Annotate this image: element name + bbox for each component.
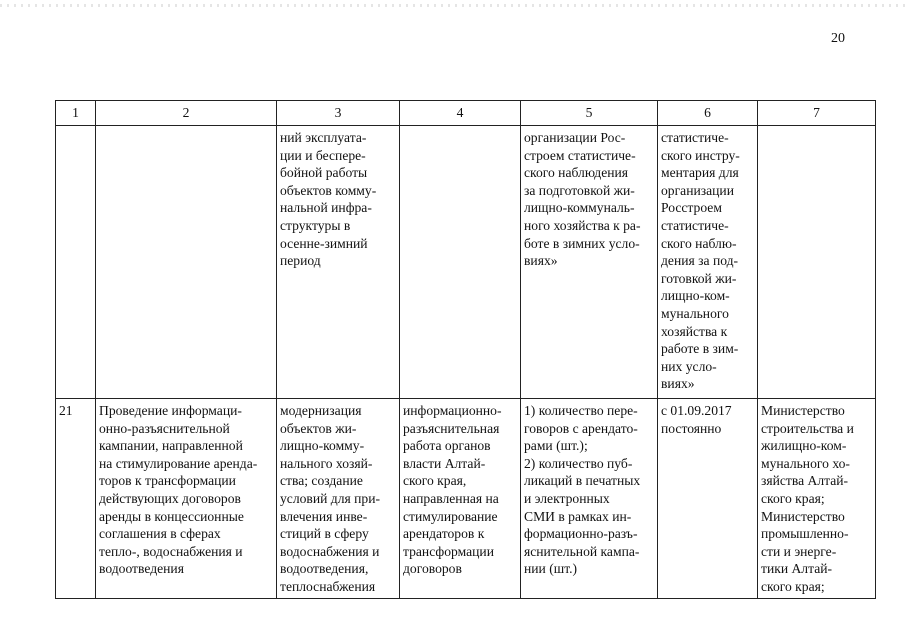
header-row [56, 101, 876, 126]
cell-executor [758, 126, 876, 399]
scan-artifact-line [0, 4, 905, 7]
page-number: 20 [831, 31, 845, 46]
column-header-6: 6 [658, 101, 758, 126]
column-header-4: 4 [400, 101, 521, 126]
column-header-5: 5 [521, 101, 658, 126]
cell-deadline: с 01.09.2017 постоянно [658, 399, 758, 599]
table-row-continued [56, 126, 876, 399]
cell-goal: модернизация объектов жи- лищно-комму- нального хозяй- ства; создание условий для при- влечения инве- стиций в сферу водоснабжения и водоотведения, теплоснабжения [277, 399, 400, 599]
table-row-21 [56, 399, 876, 599]
cell-goal: ний эксплуата- ции и беспере- бойной работы объектов комму- нальной инфра- структуры в осенне-зимний период [277, 126, 400, 399]
cell-result [400, 126, 521, 399]
cell-executor: Министерство строительства и жилищно-ком- мунального хо- зяйства Алтай- ского края; Министерство промышленно- сти и энерге- тики Алтай- ского края; [758, 399, 876, 599]
cell-result: информационно- разъяснительная работа органов власти Алтай- ского края, направленная на стимулирование арендаторов к трансформации договоров [400, 399, 521, 599]
column-header-1: 1 [56, 101, 96, 126]
cell-indicator: организации Рос- строем статистиче- ского наблюдения за подготовкой жи- лищно-коммуналь- ного хозяйства к ра- боте в зимних усло- виях» [521, 126, 658, 399]
column-header-3: 3 [277, 101, 400, 126]
cell-measure [96, 126, 277, 399]
column-header-2: 2 [96, 101, 277, 126]
measures-table [55, 100, 876, 599]
cell-indicator: 1) количество пере- говоров с арендато- рами (шт.); 2) количество пуб- ликаций в печатных и электронных СМИ в рамках ин- формационно-разъ- яснительной кампа- нии (шт.) [521, 399, 658, 599]
cell-measure: Проведение информаци- онно-разъяснительной кампании, направленной на стимулирование арендa- торов к трансформации действующих договоров аренды в концессионные соглашения в сферах тепло-, водоснабжения и водоотведения [96, 399, 277, 599]
cell-number [56, 126, 96, 399]
cell-deadline: статистиче- ского инстру- ментария для организации Росстроем статистиче- ского наблю- дения за под- готовкой жи- лищно-ком- мунального хозяйства к работе в зим- них усло- виях» [658, 126, 758, 399]
column-header-7: 7 [758, 101, 876, 126]
cell-number: 21 [56, 399, 96, 599]
